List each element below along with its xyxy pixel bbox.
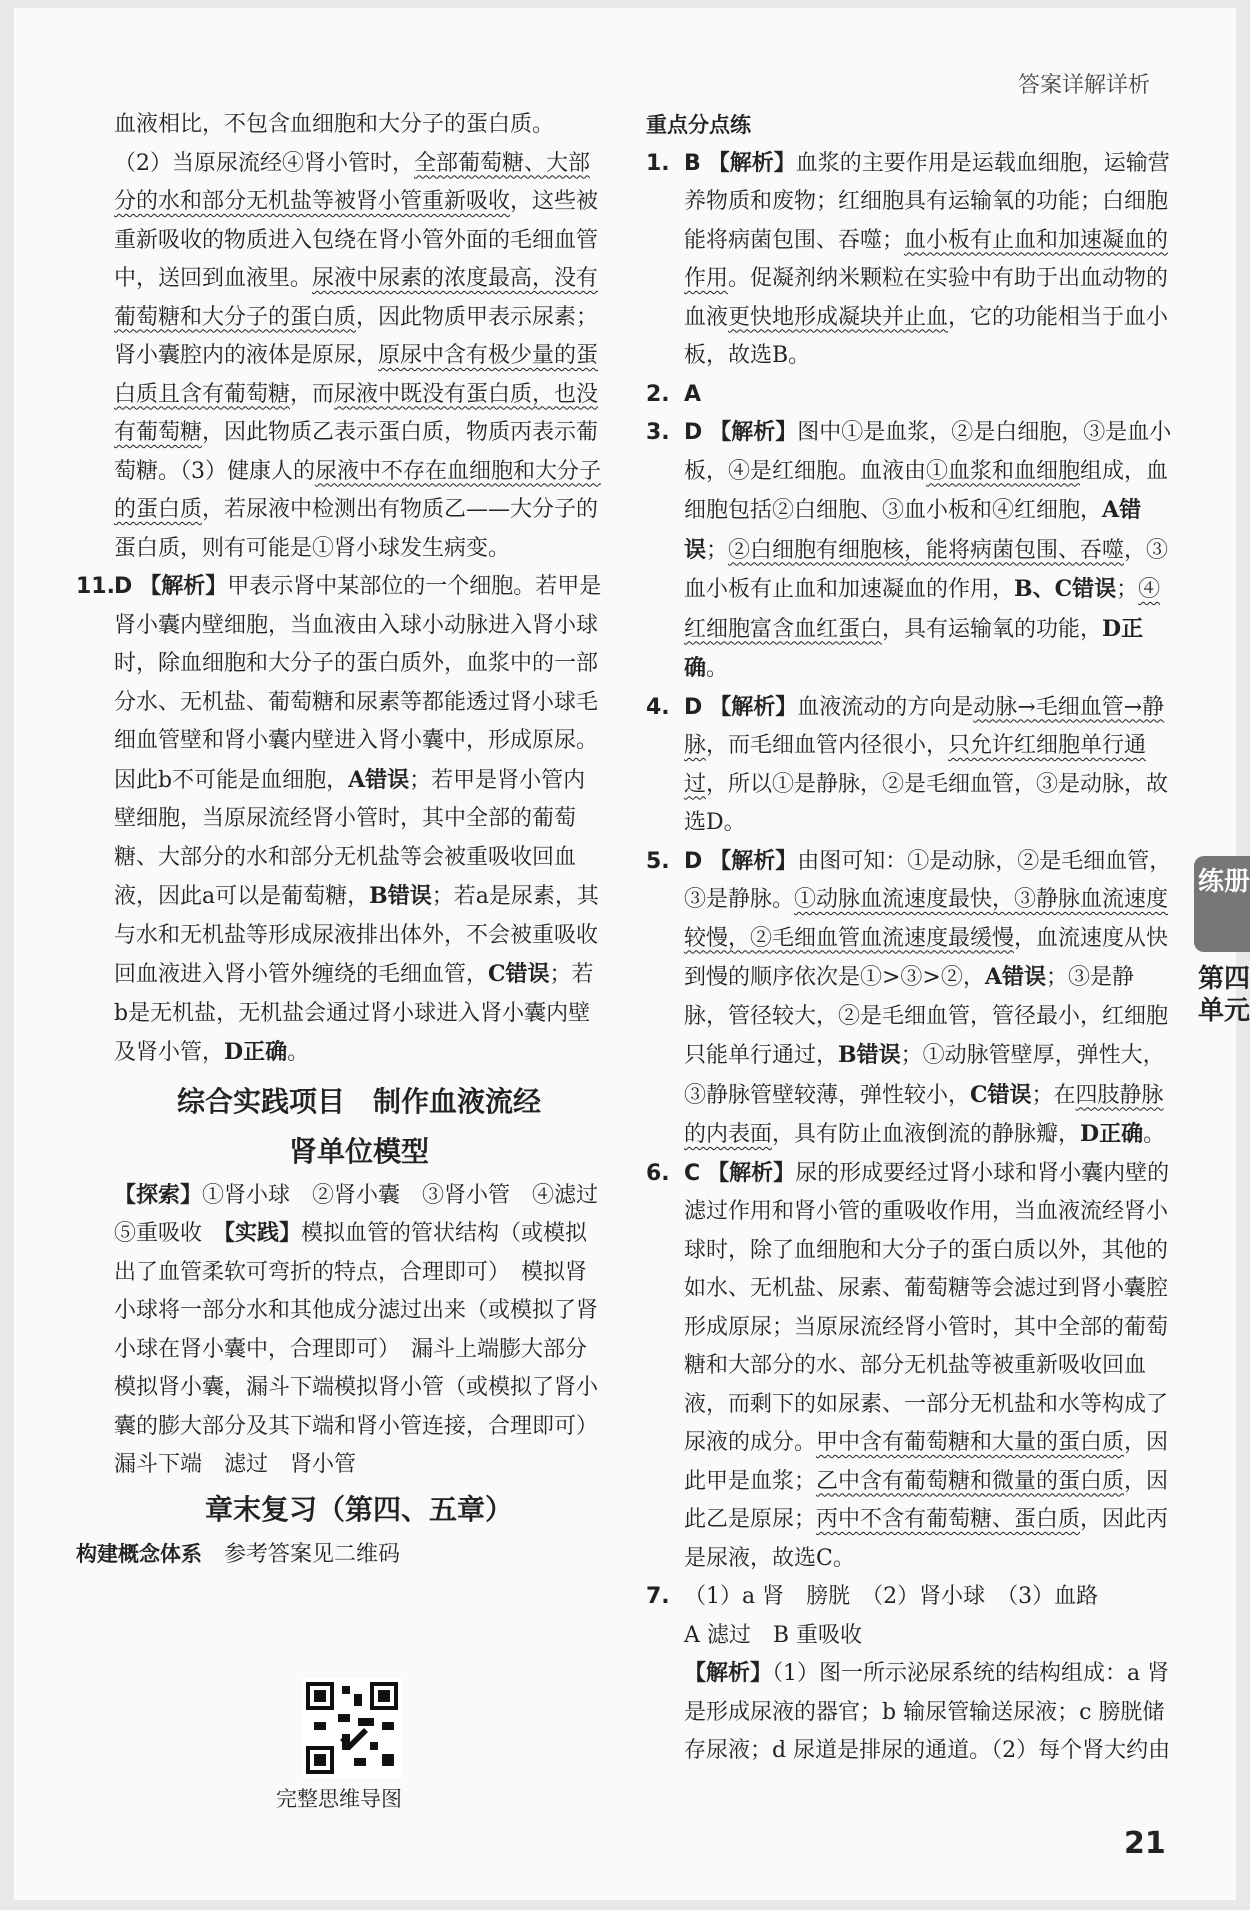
- review-title: 章末复习（第四、五章）: [204, 1492, 513, 1526]
- answer-letter: D: [114, 574, 133, 599]
- project-answer: 【探索】①肾小球 ②肾小囊 ③肾小管 ④滤过 ⑤重吸收 【实践】模拟血管的管状结构（或模拟出了血管柔软可弯折的特点，合理即可） 模拟肾小球将一部分水和其他成分滤过出来（或模拟了肾小球在肾小囊中，合理即可） 漏斗上端膨大部分模拟肾小囊，漏斗下端模拟肾小管（或模拟了肾小囊的膨大部分及其下端和肾小管连接，合理即可） 漏斗下端 滤过 肾小管: [114, 1182, 621, 1477]
- question-1: 1. B 【解析】血浆的主要作用是运载血细胞，运输营养物质和废物；红细胞具有运输氧的功能；白细胞能将病菌包围、吞噬；血小板有止血和加速凝血的作用。促凝剂纳米颗粒在实验中有助于出血动物的血液更快地形成凝块并止血，它的功能相当于血小板，故选B。: [646, 150, 1170, 368]
- qr-code-icon[interactable]: [302, 1678, 402, 1778]
- running-header: 答案详解详析: [1017, 73, 1150, 98]
- question-11: 11. D 【解析】甲表示肾中某部位的一个细胞。若甲是肾小囊内壁细胞，当血液由入球小动脉进入肾小球时，除血细胞和大分子的蛋白质外，血浆中的一部分水、无机盐、葡萄糖和尿素等都能透过肾小球毛细血管壁和肾小囊内壁进入肾小囊中，形成原尿。因此b不可能是血细胞，A错误；若甲是肾小管内壁细胞，当原尿流经肾小管时，其中全部的葡萄糖、大部分的水和部分无机盐等会被重吸收回血液，因此a可以是葡萄糖，B错误；若a是尿素，其与水和无机盐等形成尿液排出体外，不会被重吸收回血液进入肾小管外缠绕的毛细血管，C错误；若b是无机盐，无机盐会通过肾小球进入肾小囊内壁及肾小管，D正确。: [114, 568, 604, 1073]
- left-column: [76, 106, 621, 1574]
- concept-text: 参考答案见二维码: [224, 1541, 401, 1567]
- right-column: [646, 106, 1176, 1771]
- side-tab-unit: 第四单元: [1197, 964, 1250, 1026]
- page: [14, 8, 1250, 1900]
- concept-line: [76, 1535, 604, 1575]
- section-title: 重点分点练: [646, 113, 751, 137]
- question-2: 2. A: [646, 381, 702, 407]
- side-tab-workbook: 练册: [1194, 856, 1250, 952]
- question-number: 11.: [76, 574, 115, 599]
- page-number: 21: [1124, 1826, 1166, 1861]
- continued-answer: 血液相比，不包含血细胞和大分子的蛋白质。 （2）当原尿流经④肾小管时，全部葡萄糖、大部分的水和部分无机盐等被肾小管重新吸收，这些被重新吸收的物质进入包绕在肾小管外面的毛细血管中，送回到血液里。尿液中尿素的浓度最高，没有葡萄糖和大分子的蛋白质，因此物质甲表示尿素；肾小囊腔内的液体是原尿，原尿中含有极少量的蛋白质且含有葡萄糖，而尿液中既没有蛋白质，也没有葡萄糖，因此物质乙表示蛋白质，物质丙表示葡萄糖。（3）健康人的尿液中不存在血细胞和大分子的蛋白质，若尿液中检测出有物质乙——大分子的蛋白质，则有可能是①肾小球发生病变。: [114, 112, 602, 561]
- question-5: 5. D 【解析】由图可知：①是动脉，②是毛细血管，③是静脉。①动脉血流速度最快，③静脉血流速度较慢，②毛细血管血流速度最缓慢，血流速度从快到慢的顺序依次是①>③>②，A错误；③是静脉，管径较大，②是毛细血管，管径最小，红细胞只能单行通过，B错误；①动脉管壁厚，弹性大，③静脉管壁较薄，弹性较小，C错误；在四肢静脉的内表面，具有防止血液倒流的静脉瓣，D正确。: [646, 848, 1172, 1147]
- question-3: 3. D 【解析】图中①是血浆，②是白细胞，③是血小板，④是红细胞。血液由①血浆和血细胞组成，血细胞包括②白细胞、③血小板和④红细胞，A错误；②白细胞有细胞核，能将病菌包围、吞噬，③血小板有止血和加速凝血的作用，B、C错误；④红细胞富含血红蛋白，具有运输氧的功能，D正确。: [646, 420, 1172, 681]
- question-7: 7. （1）a 肾 膀胱 （2）肾小球 （3）血路 A 滤过 B 重吸收 【解析】（1）图一所示泌尿系统的结构组成：a 肾是形成尿液的器官；b 输尿管输送尿液；c 膀胱储存尿液；d 尿道是排尿的通道。（2）每个肾大约由: [646, 1584, 1171, 1763]
- qr-caption: 完整思维导图: [276, 1787, 402, 1811]
- analysis-tag: 【解析】: [139, 574, 228, 599]
- project-title: 综合实践项目 制作血液流经 肾单位模型: [176, 1084, 541, 1168]
- concept-label: 构建概念体系: [76, 1541, 202, 1566]
- question-4: 4. D 【解析】血液流动的方向是动脉→毛细血管→静脉，而毛细血管内径很小，只允许红细胞单行通过，所以①是静脉，②是毛细血管，③是动脉，故选D。: [646, 694, 1169, 835]
- question-6: 6. C 【解析】尿的形成要经过肾小球和肾小囊内壁的滤过作用和肾小管的重吸收作用，当血液流经肾小球时，除了血细胞和大分子的蛋白质以外，其他的如水、无机盐、尿素、葡萄糖等会滤过到肾小囊腔形成原尿；当原尿流经肾小管时，其中全部的葡萄糖和大部分的水、部分无机盐等被重新吸收回血液，而剩下的如尿素、一部分无机盐和水等构成了尿液的成分。甲中含有葡萄糖和大量的蛋白质，因此甲是血浆；乙中含有葡萄糖和微量的蛋白质，因此乙是原尿；丙中不含有葡萄糖、蛋白质，因此丙是尿液，故选C。: [646, 1160, 1170, 1571]
